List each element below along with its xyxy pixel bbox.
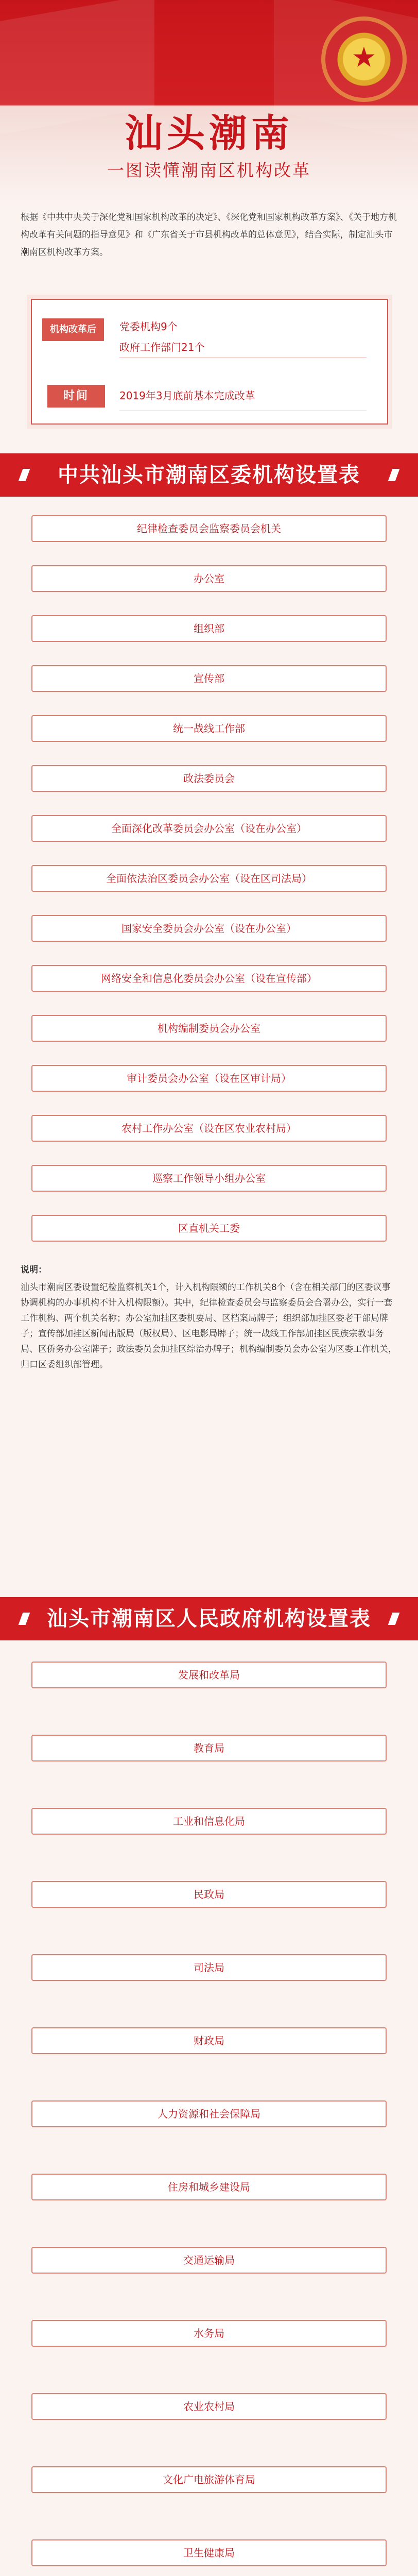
section-header-gov: 汕头市潮南区人民政府机构设置表 bbox=[0, 1597, 418, 1640]
page-title: 汕头潮南 bbox=[125, 111, 293, 156]
party-count: 党委机构9个 bbox=[119, 320, 178, 333]
list-item: 统一战线工作部 bbox=[31, 715, 387, 742]
emblem-icon bbox=[325, 21, 403, 98]
time-tag: 时间 bbox=[47, 385, 105, 408]
list-item: 文化广电旅游体育局 bbox=[31, 2466, 387, 2493]
list-item: 办公室 bbox=[31, 565, 387, 592]
list-item: 教育局 bbox=[31, 1735, 387, 1761]
list-item: 住房和城乡建设局 bbox=[31, 2174, 387, 2200]
list-item: 全面依法治区委员会办公室（设在区司法局） bbox=[31, 865, 387, 892]
list-item: 宣传部 bbox=[31, 665, 387, 692]
list-item: 卫生健康局 bbox=[31, 2539, 387, 2566]
list-item: 全面深化改革委员会办公室（设在办公室） bbox=[31, 815, 387, 842]
list-item: 人力资源和社会保障局 bbox=[31, 2100, 387, 2127]
gov-count: 政府工作部门21个 bbox=[119, 341, 205, 353]
list-item: 工业和信息化局 bbox=[31, 1808, 387, 1835]
list-item: 交通运输局 bbox=[31, 2247, 387, 2274]
list-item: 网络安全和信息化委员会办公室（设在宣传部） bbox=[31, 965, 387, 992]
note-text: 汕头市潮南区委设置纪检监察机关1个，计入机构限额的工作机关8个（含在相关部门的区委议事协调机构的办事机构不计入机构限额）。其中，纪律检查委员会与监察委员会合署办公，实行一套工作机构、两个机关名称；办公室加挂区委机要局、区档案局牌子；组织部加挂区委老干部局牌子；宣传部加挂区新闻出版局（版权局）、区电影局牌子；统一战线工作部加挂区民族宗教事务局、区侨务办公室牌子；政法委员会加挂区综治办牌子；机构编制委员会办公室为区委工作机关，归口区委组织部管理。 bbox=[21, 1282, 397, 1370]
list-item: 农业农村局 bbox=[31, 2393, 387, 2420]
list-item: 农村工作办公室（设在区农业农村局） bbox=[31, 1115, 387, 1142]
hero-banner bbox=[0, 0, 418, 201]
list-item: 区直机关工委 bbox=[31, 1215, 387, 1242]
list-item: 财政局 bbox=[31, 2027, 387, 2054]
list-item: 巡察工作领导小组办公室 bbox=[31, 1165, 387, 1192]
list-item: 机构编制委员会办公室 bbox=[31, 1015, 387, 1042]
intro-paragraph: 根据《中共中央关于深化党和国家机构改革的决定》、《深化党和国家机构改革方案》、《关于地方机构改革有关问题的指导意见》和《广东省关于市县机构改革的总体意见》，结合实际，制定汕头市潮南区机构改革方案。 bbox=[21, 212, 397, 258]
list-item: 国家安全委员会办公室（设在办公室） bbox=[31, 915, 387, 942]
summary-tag: 机构改革后 bbox=[42, 318, 104, 341]
time-text: 2019年3月底前基本完成改革 bbox=[119, 389, 255, 402]
list-item: 发展和改革局 bbox=[31, 1662, 387, 1688]
summary-box bbox=[31, 299, 388, 425]
list-item: 组织部 bbox=[31, 615, 387, 642]
list-item: 审计委员会办公室（设在区审计局） bbox=[31, 1065, 387, 1092]
list-item: 纪律检查委员会监察委员会机关 bbox=[31, 515, 387, 542]
section-header-party: 中共汕头市潮南区委机构设置表 bbox=[0, 453, 418, 497]
list-item: 司法局 bbox=[31, 1954, 387, 1981]
party-note bbox=[21, 1262, 397, 1372]
list-item: 政法委员会 bbox=[31, 765, 387, 792]
list-item: 水务局 bbox=[31, 2320, 387, 2347]
list-item: 民政局 bbox=[31, 1881, 387, 1908]
note-title: 说明： bbox=[21, 1265, 47, 1275]
page-subtitle: 一图读懂潮南区机构改革 bbox=[107, 160, 311, 180]
